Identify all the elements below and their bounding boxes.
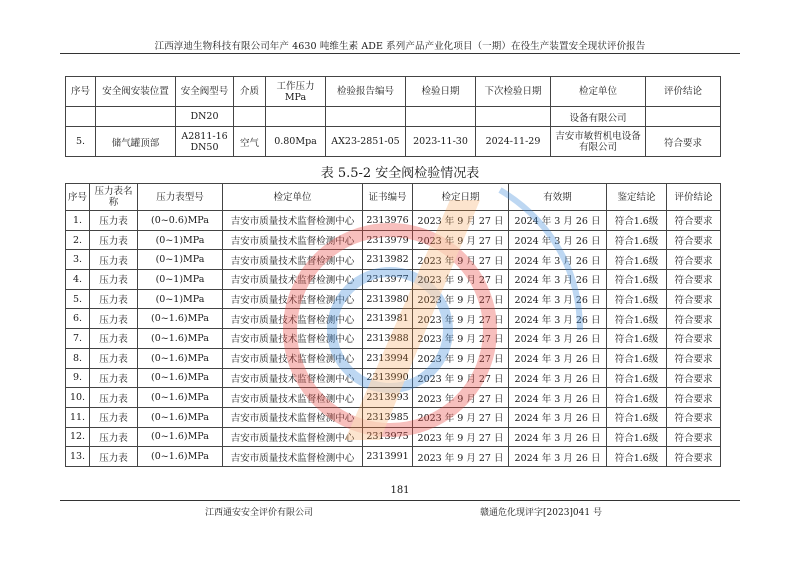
table-cell: 符合1.6级	[607, 289, 667, 309]
table-cell: 压力表型号	[138, 184, 223, 211]
table-cell: 符合1.6级	[607, 270, 667, 290]
table-cell: 吉安市质量技术监督检测中心	[223, 348, 363, 368]
table-cell: 储气罐顶部	[96, 127, 176, 157]
table-cell: 压力表	[90, 250, 138, 270]
table-cell	[66, 107, 96, 127]
table-cell: 8.	[66, 348, 90, 368]
table-cell: (0~1.6)MPa	[138, 388, 223, 408]
table-cell: 4.	[66, 270, 90, 290]
table-cell: 符合要求	[667, 447, 721, 467]
table-cell	[406, 107, 476, 127]
table-cell: 空气	[234, 127, 266, 157]
table-cell: 2023 年 9 月 27 日	[413, 230, 509, 250]
table-cell: 鉴定结论	[607, 184, 667, 211]
table-cell: 2023 年 9 月 27 日	[413, 289, 509, 309]
table-cell: 2023-11-30	[406, 127, 476, 157]
table-cell: 符合要求	[667, 348, 721, 368]
table-cell: 符合1.6级	[607, 230, 667, 250]
table-cell: (0~1)MPa	[138, 250, 223, 270]
table-cell: 2023 年 9 月 27 日	[413, 270, 509, 290]
table-cell: A2811-16 DN50	[176, 127, 234, 157]
header-divider	[60, 53, 740, 54]
table-cell: 2024 年 3 月 26 日	[509, 230, 607, 250]
table-cell: 吉安市质量技术监督检测中心	[223, 289, 363, 309]
table-row	[66, 289, 721, 309]
table-cell: 符合1.6级	[607, 211, 667, 231]
table-cell: 吉安市质量技术监督检测中心	[223, 270, 363, 290]
table-cell: 检验日期	[406, 77, 476, 107]
table-cell: 吉安市质量技术监督检测中心	[223, 388, 363, 408]
table-cell: 符合1.6级	[607, 407, 667, 427]
table-cell: 2313979	[363, 230, 413, 250]
table-cell: 2024 年 3 月 26 日	[509, 211, 607, 231]
table-cell: DN20	[176, 107, 234, 127]
table-cell	[646, 107, 721, 127]
table-cell: 2313982	[363, 250, 413, 270]
table-cell: 2023 年 9 月 27 日	[413, 250, 509, 270]
table-cell: 符合要求	[667, 407, 721, 427]
table-cell: 符合要求	[667, 270, 721, 290]
table-cell: 10.	[66, 388, 90, 408]
table-cell: 6.	[66, 309, 90, 329]
table-cell: 吉安市质量技术监督检测中心	[223, 427, 363, 447]
table-row	[66, 230, 721, 250]
table-cell: 2024 年 3 月 26 日	[509, 250, 607, 270]
table-cell: 符合1.6级	[607, 348, 667, 368]
table-cell: 0.80Mpa	[266, 127, 326, 157]
table-row	[66, 348, 721, 368]
table-cell: (0~1.6)MPa	[138, 309, 223, 329]
table-cell: 吉安市质量技术监督检测中心	[223, 211, 363, 231]
table-cell: 9.	[66, 368, 90, 388]
table-cell: 2024 年 3 月 26 日	[509, 270, 607, 290]
table-cell: 2024 年 3 月 26 日	[509, 368, 607, 388]
table-cell: 检定日期	[413, 184, 509, 211]
table-cell: 2024-11-29	[476, 127, 551, 157]
page-number: 181	[390, 485, 410, 496]
table-cell: 2023 年 9 月 27 日	[413, 427, 509, 447]
table-cell: 1.	[66, 211, 90, 231]
table-cell: (0~1.6)MPa	[138, 348, 223, 368]
table-cell: 压力表	[90, 348, 138, 368]
table-cell: 符合1.6级	[607, 368, 667, 388]
table-cell: 2024 年 3 月 26 日	[509, 348, 607, 368]
table-cell: 符合1.6级	[607, 447, 667, 467]
table-cell	[266, 107, 326, 127]
table-cell: 安全阀型号	[176, 77, 234, 107]
table-cell: 序号	[66, 77, 96, 107]
table-cell: 11.	[66, 407, 90, 427]
table-row	[66, 388, 721, 408]
table-cell: 12.	[66, 427, 90, 447]
table-cell: 2023 年 9 月 27 日	[413, 368, 509, 388]
table-cell: 2024 年 3 月 26 日	[509, 329, 607, 349]
table-cell: 检验报告编号	[326, 77, 406, 107]
table-cell: 2024 年 3 月 26 日	[509, 388, 607, 408]
table-cell: 评价结论	[667, 184, 721, 211]
table-cell: 吉安市质量技术监督检测中心	[223, 407, 363, 427]
table-cell: (0~0.6)MPa	[138, 211, 223, 231]
table-cell: 检定单位	[223, 184, 363, 211]
table-cell: 2024 年 3 月 26 日	[509, 309, 607, 329]
table-cell: 2313975	[363, 427, 413, 447]
table-cell: 2023 年 9 月 27 日	[413, 407, 509, 427]
table-row	[66, 107, 721, 127]
footer-cert-number: 赣通危化现评字[2023]041 号	[480, 508, 602, 518]
table-cell: 2313980	[363, 289, 413, 309]
table-cell: 符合要求	[667, 368, 721, 388]
table-cell: 吉安市敏哲机电设备有限公司	[551, 127, 646, 157]
table-caption: 表 5.5-2 安全阀检验情况表	[320, 166, 480, 181]
table-cell: 2313976	[363, 211, 413, 231]
table-cell: 序号	[66, 184, 90, 211]
table-cell: 压力表	[90, 211, 138, 231]
table-cell: 符合要求	[667, 211, 721, 231]
table-cell: 吉安市质量技术监督检测中心	[223, 447, 363, 467]
table-cell: 评价结论	[646, 77, 721, 107]
table-cell: 5.	[66, 289, 90, 309]
table-cell: 有效期	[509, 184, 607, 211]
table-cell: 检定单位	[551, 77, 646, 107]
table-cell: 符合要求	[667, 230, 721, 250]
table-cell: 2313988	[363, 329, 413, 349]
table-cell: 压力表	[90, 447, 138, 467]
table-cell: 符合要求	[646, 127, 721, 157]
table-cell: 符合1.6级	[607, 388, 667, 408]
table-cell: 符合1.6级	[607, 250, 667, 270]
table-row	[66, 270, 721, 290]
table-cell: 3.	[66, 250, 90, 270]
table-cell: (0~1.6)MPa	[138, 368, 223, 388]
table-cell	[96, 107, 176, 127]
pressure-gauge-table	[65, 183, 721, 467]
table-cell: 2023 年 9 月 27 日	[413, 348, 509, 368]
table-cell	[476, 107, 551, 127]
table-row	[66, 447, 721, 467]
table-cell: (0~1.6)MPa	[138, 447, 223, 467]
table-cell: 2313985	[363, 407, 413, 427]
table-cell: 符合要求	[667, 289, 721, 309]
table-cell: 2023 年 9 月 27 日	[413, 388, 509, 408]
table-cell: 压力表	[90, 368, 138, 388]
table-row	[66, 127, 721, 157]
table-cell: 压力表	[90, 329, 138, 349]
table-cell: 符合1.6级	[607, 427, 667, 447]
table-cell: 符合1.6级	[607, 309, 667, 329]
table-cell: 吉安市质量技术监督检测中心	[223, 329, 363, 349]
table-cell: 2023 年 9 月 27 日	[413, 211, 509, 231]
table-cell	[234, 107, 266, 127]
table-cell: 压力表	[90, 230, 138, 250]
table-cell: 介质	[234, 77, 266, 107]
table-cell: (0~1.6)MPa	[138, 329, 223, 349]
table-cell: 2313977	[363, 270, 413, 290]
table-cell: 符合要求	[667, 329, 721, 349]
table-cell: 吉安市质量技术监督检测中心	[223, 250, 363, 270]
table-cell: 2024 年 3 月 26 日	[509, 447, 607, 467]
report-title: 江西淳迪生物科技有限公司年产 4630 吨维生素 ADE 系列产品产业化项目（一期）在役生产装置安全现状评价报告	[154, 41, 646, 52]
table-cell: 证书编号	[363, 184, 413, 211]
table-cell: 5.	[66, 127, 96, 157]
table-cell: 2023 年 9 月 27 日	[413, 447, 509, 467]
table-row	[66, 368, 721, 388]
footer-company: 江西通安安全评价有限公司	[205, 508, 314, 518]
table-cell: 符合1.6级	[607, 329, 667, 349]
table-cell: 设备有限公司	[551, 107, 646, 127]
table-cell: 安全阀安装位置	[96, 77, 176, 107]
safety-valve-table	[65, 76, 721, 157]
footer-divider	[60, 500, 740, 501]
table-header-row	[66, 77, 721, 107]
table-cell: 2313981	[363, 309, 413, 329]
table-cell: 13.	[66, 447, 90, 467]
table-cell: 2024 年 3 月 26 日	[509, 289, 607, 309]
table-cell: 2024 年 3 月 26 日	[509, 427, 607, 447]
table-row	[66, 211, 721, 231]
table-row	[66, 309, 721, 329]
table-cell	[326, 107, 406, 127]
table-cell: 2.	[66, 230, 90, 250]
table-row	[66, 407, 721, 427]
table-cell: 压力表	[90, 309, 138, 329]
table-cell: 符合要求	[667, 388, 721, 408]
table-cell: 2023 年 9 月 27 日	[413, 329, 509, 349]
table-cell: 工作压力 MPa	[266, 77, 326, 107]
table-cell: (0~1.6)MPa	[138, 407, 223, 427]
table-row	[66, 329, 721, 349]
table-cell: 2313993	[363, 388, 413, 408]
table-cell: 2023 年 9 月 27 日	[413, 309, 509, 329]
table-row	[66, 250, 721, 270]
table-cell: 压力表	[90, 388, 138, 408]
table-cell: 吉安市质量技术监督检测中心	[223, 368, 363, 388]
table-cell: 2313994	[363, 348, 413, 368]
table-cell: 2024 年 3 月 26 日	[509, 407, 607, 427]
table-cell: 下次检验日期	[476, 77, 551, 107]
table-cell: (0~1)MPa	[138, 270, 223, 290]
table-cell: 压力表	[90, 427, 138, 447]
table-cell: 7.	[66, 329, 90, 349]
table-row	[66, 427, 721, 447]
table-cell: 符合要求	[667, 250, 721, 270]
table-cell: 2313990	[363, 368, 413, 388]
table-cell: 吉安市质量技术监督检测中心	[223, 230, 363, 250]
table-cell: 压力表名称	[90, 184, 138, 211]
table-cell: 压力表	[90, 270, 138, 290]
table-cell: (0~1)MPa	[138, 230, 223, 250]
table-cell: (0~1.6)MPa	[138, 427, 223, 447]
table-cell: 压力表	[90, 289, 138, 309]
table-cell: 2313991	[363, 447, 413, 467]
table-cell: 吉安市质量技术监督检测中心	[223, 309, 363, 329]
table-cell: 压力表	[90, 407, 138, 427]
table-header-row	[66, 184, 721, 211]
table-cell: (0~1)MPa	[138, 289, 223, 309]
table-cell: AX23-2851-05	[326, 127, 406, 157]
table-cell: 符合要求	[667, 427, 721, 447]
table-cell: 符合要求	[667, 309, 721, 329]
